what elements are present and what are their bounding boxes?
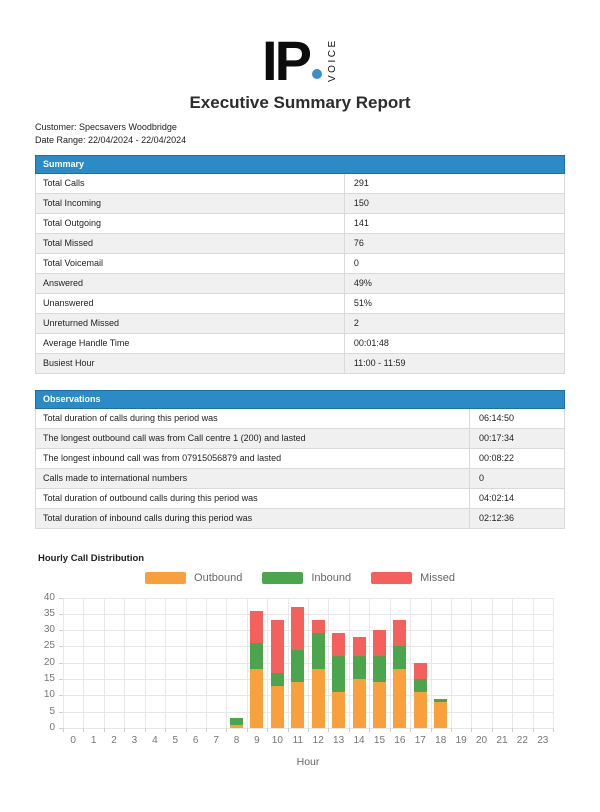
gridline-v: [431, 598, 432, 729]
logo-vertical-text: VOICE: [326, 38, 338, 82]
x-tick-label: 14: [353, 735, 365, 746]
legend-label: Outbound: [194, 572, 243, 584]
bar-segment-inbound-hour-18: [434, 699, 447, 702]
bar-segment-outbound-hour-12: [312, 669, 325, 728]
gridline-v: [206, 598, 207, 729]
x-tick: [308, 728, 309, 732]
gridline-v: [451, 598, 452, 729]
y-tick-label: 30: [43, 624, 55, 636]
gridline-v: [328, 598, 329, 729]
legend-label: Missed: [420, 572, 455, 584]
table-row-value: 49%: [344, 274, 564, 293]
gridline-v: [288, 598, 289, 729]
bar-segment-outbound-hour-14: [353, 679, 366, 728]
gridline-v: [512, 598, 513, 729]
legend-swatch-inbound: [262, 572, 303, 584]
x-tick: [288, 728, 289, 732]
table-row-value: 00:01:48: [344, 334, 564, 353]
table-row-label: Average Handle Time: [43, 338, 130, 348]
gridline-v: [247, 598, 248, 729]
table-row-label: Busiest Hour: [43, 358, 95, 368]
legend-item: [371, 572, 455, 584]
legend-item: [145, 572, 242, 584]
table-row-label: The longest inbound call was from 07915056879 and lasted: [43, 453, 282, 463]
table-row-value: 291: [344, 174, 564, 193]
x-tick-label: 23: [537, 735, 549, 746]
summary-table: [35, 155, 565, 374]
bar-segment-inbound-hour-12: [312, 633, 325, 669]
x-tick-label: 9: [254, 735, 260, 746]
bar-segment-missed-hour-14: [353, 637, 366, 657]
page-title: Executive Summary Report: [189, 93, 411, 112]
gridline-v: [186, 598, 187, 729]
table-row-label: Total Missed: [43, 238, 94, 248]
gridline-v: [63, 598, 64, 729]
bar-segment-outbound-hour-16: [393, 669, 406, 728]
table-row-value: 00:08:22: [469, 449, 564, 468]
table-row-label: Total Calls: [43, 178, 85, 188]
bar-segment-inbound-hour-13: [332, 656, 345, 692]
gridline-v: [226, 598, 227, 729]
observations-table: [35, 390, 565, 529]
table-row-label: Unreturned Missed: [43, 318, 120, 328]
x-tick: [410, 728, 411, 732]
legend-item: [262, 572, 351, 584]
y-tick-label: 10: [43, 689, 55, 701]
x-tick: [206, 728, 207, 732]
table-row-label: Calls made to international numbers: [43, 473, 188, 483]
table-row-value: 2: [344, 314, 564, 333]
x-tick: [471, 728, 472, 732]
table-row: [36, 409, 564, 429]
table-row: [36, 254, 564, 274]
table-row-value: 00:17:34: [469, 429, 564, 448]
x-axis-title: Hour: [296, 756, 320, 768]
gridline-v: [267, 598, 268, 729]
y-tick-label: 25: [43, 640, 55, 652]
y-tick-label: 35: [43, 607, 55, 619]
x-tick: [83, 728, 84, 732]
summary-table-header: Summary: [35, 155, 565, 174]
bar-segment-outbound-hour-8: [230, 725, 243, 728]
bar-segment-missed-hour-15: [373, 630, 386, 656]
table-row: [36, 489, 564, 509]
chart-title: Hourly Call Distribution: [38, 553, 145, 564]
x-tick: [512, 728, 513, 732]
x-tick: [145, 728, 146, 732]
gridline-v: [410, 598, 411, 729]
x-tick-label: 22: [516, 735, 528, 746]
bar-segment-outbound-hour-13: [332, 692, 345, 728]
x-tick: [247, 728, 248, 732]
x-tick: [63, 728, 64, 732]
bar-segment-outbound-hour-17: [414, 692, 427, 728]
table-row: [36, 354, 564, 374]
x-tick-label: 0: [70, 735, 76, 746]
bar-segment-outbound-hour-11: [291, 682, 304, 728]
table-row: [36, 294, 564, 314]
bar-segment-missed-hour-13: [332, 633, 345, 656]
x-tick-label: 7: [213, 735, 219, 746]
table-row-label: Total Outgoing: [43, 218, 102, 228]
bar-segment-inbound-hour-11: [291, 650, 304, 683]
x-tick-label: 19: [455, 735, 467, 746]
x-tick: [124, 728, 125, 732]
gridline-v: [533, 598, 534, 729]
gridline-v: [145, 598, 146, 729]
x-tick-label: 11: [292, 735, 303, 746]
x-tick-label: 3: [131, 735, 138, 746]
logo-dot-icon: [312, 69, 322, 79]
bar-segment-missed-hour-10: [271, 620, 284, 672]
x-tick: [431, 728, 432, 732]
x-tick: [104, 728, 105, 732]
table-row: [36, 194, 564, 214]
x-tick-label: 2: [111, 735, 117, 746]
report-meta: [35, 121, 186, 146]
table-row-value: 06:14:50: [469, 409, 564, 428]
table-row-label: Unanswered: [43, 298, 94, 308]
summary-table-body: [35, 174, 565, 374]
x-tick: [492, 728, 493, 732]
chart-legend: [0, 572, 600, 584]
x-tick-label: 18: [435, 735, 447, 746]
table-row-label: Total duration of outbound calls during this period was: [43, 493, 258, 503]
bar-segment-inbound-hour-15: [373, 656, 386, 682]
x-tick-label: 16: [394, 735, 406, 746]
y-tick-label: 0: [49, 722, 55, 733]
table-row-value: 11:00 - 11:59: [344, 354, 564, 373]
x-tick: [390, 728, 391, 732]
table-row: [36, 509, 564, 529]
gridline-v: [369, 598, 370, 729]
y-tick-label: 40: [43, 591, 55, 603]
bar-segment-inbound-hour-17: [414, 679, 427, 692]
x-tick-label: 6: [192, 735, 199, 746]
gridline-v: [492, 598, 493, 729]
bar-segment-missed-hour-11: [291, 607, 304, 649]
table-row-label: The longest outbound call was from Call centre 1 (200) and lasted: [43, 433, 306, 443]
table-row: [36, 469, 564, 489]
x-tick: [451, 728, 452, 732]
x-tick-label: 10: [271, 735, 283, 746]
x-tick: [328, 728, 329, 732]
gridline-v: [471, 598, 472, 729]
table-row-label: Total Voicemail: [43, 258, 104, 268]
bar-segment-inbound-hour-10: [271, 673, 284, 686]
table-row-label: Total Incoming: [43, 198, 102, 208]
x-tick-label: 15: [373, 735, 386, 746]
hourly-call-distribution-chart: [0, 590, 600, 790]
gridline-v: [124, 598, 125, 729]
x-tick-label: 5: [172, 735, 179, 746]
table-row: [36, 214, 564, 234]
x-tick-label: 4: [152, 735, 158, 746]
x-tick-label: 12: [312, 735, 324, 746]
table-row: [36, 274, 564, 294]
x-tick-label: 17: [414, 735, 426, 746]
bar-segment-outbound-hour-10: [271, 686, 284, 728]
logo-text: IP: [262, 29, 309, 92]
x-tick-label: 20: [475, 735, 488, 746]
x-tick: [349, 728, 350, 732]
table-row-value: 76: [344, 234, 564, 253]
gridline-v: [83, 598, 84, 729]
bar-segment-inbound-hour-8: [230, 718, 243, 725]
table-row: [36, 174, 564, 194]
x-tick: [165, 728, 166, 732]
date-range-line: Date Range: 22/04/2024 - 22/04/2024: [35, 134, 187, 145]
gridline-v: [104, 598, 105, 729]
x-tick-label: 21: [496, 735, 508, 746]
bar-segment-outbound-hour-9: [250, 669, 263, 728]
table-row-value: 0: [344, 254, 564, 273]
y-tick-label: 15: [43, 673, 55, 685]
observations-table-body: [35, 409, 565, 529]
bar-segment-outbound-hour-15: [373, 682, 386, 728]
gridline-v: [165, 598, 166, 729]
table-row: [36, 449, 564, 469]
x-tick: [267, 728, 268, 732]
x-tick-label: 8: [233, 735, 240, 746]
x-tick: [369, 728, 370, 732]
gridline-v: [308, 598, 309, 729]
customer-line: Customer: Specsavers Woodbridge: [35, 122, 177, 132]
bar-segment-inbound-hour-16: [393, 646, 406, 669]
y-tick-label: 20: [43, 656, 55, 668]
table-row: [36, 429, 564, 449]
y-tick-label: 5: [49, 705, 55, 717]
bar-segment-inbound-hour-14: [353, 656, 366, 679]
legend-swatch-outbound: [145, 572, 186, 584]
table-row-value: 150: [344, 194, 564, 213]
bar-segment-missed-hour-17: [414, 663, 427, 679]
table-row-value: 02:12:36: [469, 509, 564, 528]
table-row-value: 0: [469, 469, 564, 488]
x-tick: [533, 728, 534, 732]
bar-segment-missed-hour-12: [312, 620, 325, 633]
legend-label: Inbound: [311, 572, 352, 584]
x-tick: [553, 728, 554, 732]
x-tick: [186, 728, 187, 732]
bar-segment-missed-hour-9: [250, 611, 263, 644]
gridline-v: [349, 598, 350, 729]
gridline-v: [390, 598, 391, 729]
table-row-value: 04:02:14: [469, 489, 564, 508]
bar-segment-missed-hour-16: [393, 620, 406, 646]
gridline-v: [553, 598, 554, 729]
bar-segment-outbound-hour-18: [434, 702, 447, 728]
legend-swatch-missed: [371, 572, 412, 584]
table-row-label: Answered: [43, 278, 84, 288]
table-row-label: Total duration of calls during this period was: [43, 413, 218, 423]
logo: [0, 29, 600, 92]
table-row: [36, 314, 564, 334]
table-row-label: Total duration of inbound calls during this period was: [43, 513, 253, 523]
bar-segment-inbound-hour-9: [250, 643, 263, 669]
table-row: [36, 234, 564, 254]
table-row-value: 51%: [344, 294, 564, 313]
x-tick-label: 13: [333, 735, 345, 746]
table-row-value: 141: [344, 214, 564, 233]
table-row: [36, 334, 564, 354]
observations-table-header: Observations: [35, 390, 565, 409]
x-tick-label: 1: [90, 735, 97, 746]
x-tick: [226, 728, 227, 732]
